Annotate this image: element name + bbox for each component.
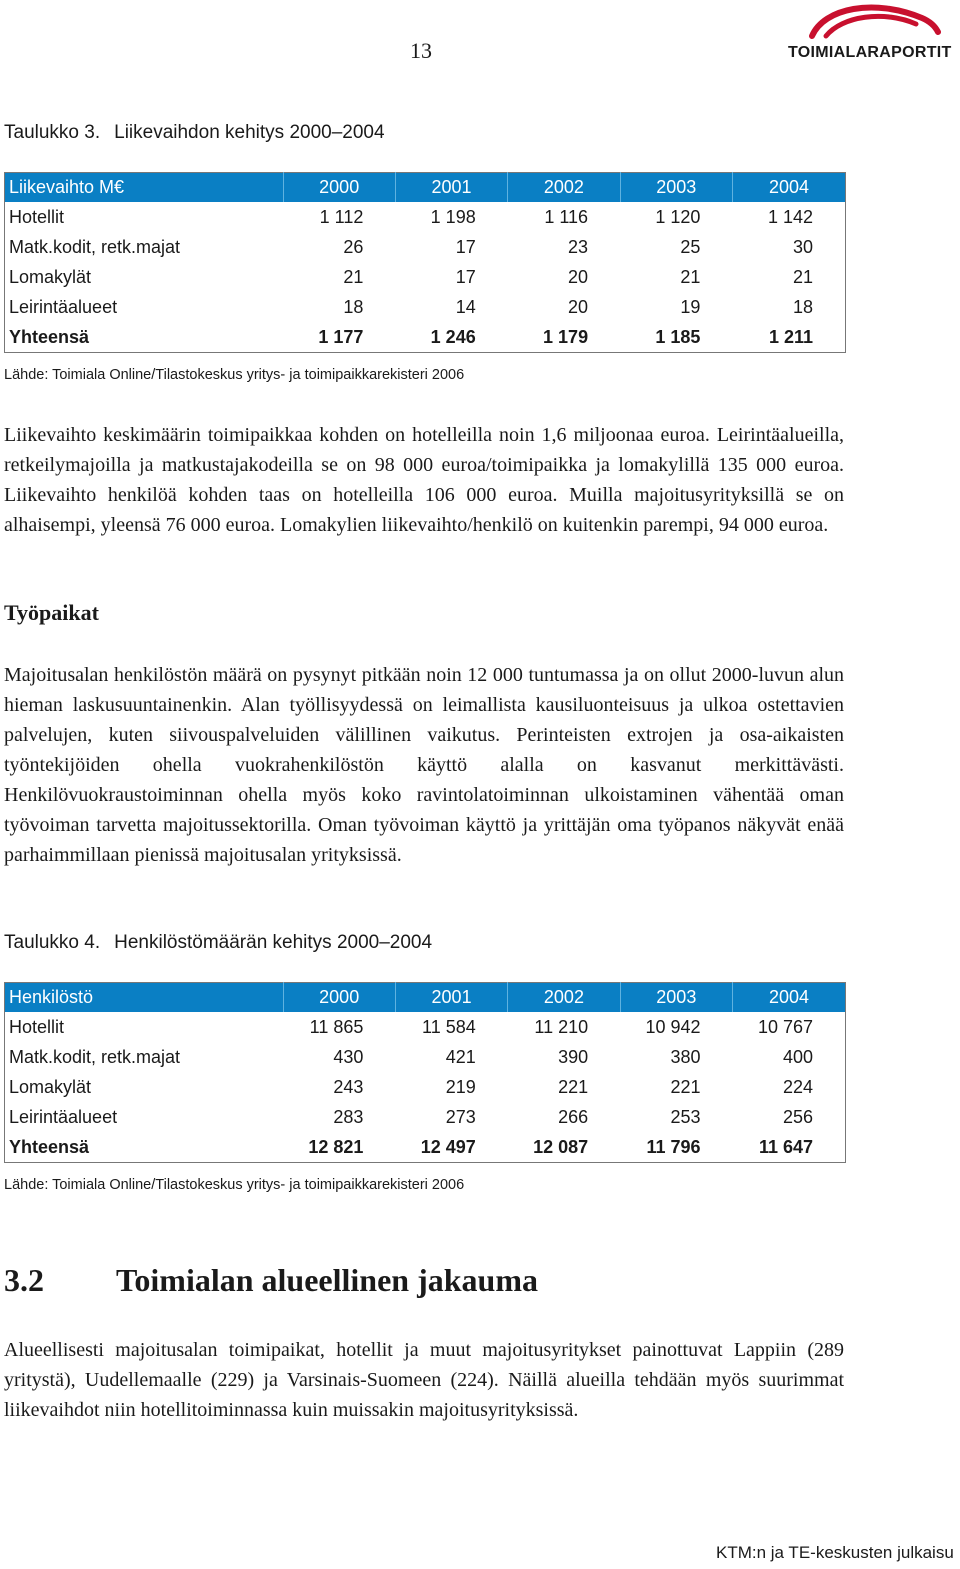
row-label: Leirintäalueet [9,296,118,317]
table-cell: 224 [782,1076,813,1097]
column-header: 2002 [508,983,620,1013]
table-row [5,1102,846,1132]
table-cell: 221 [670,1076,701,1097]
section-title: Toimialan alueellinen jakauma [116,1262,538,1298]
table-row [5,202,846,232]
table-cell: 1 185 [655,326,701,347]
table-cell: 18 [792,296,813,317]
table1-caption [4,122,385,144]
table-cell: 12 821 [308,1136,364,1157]
column-header: 2001 [395,983,507,1013]
table-cell: 30 [792,236,813,257]
table-cell: 219 [445,1076,476,1097]
column-header: Henkilöstö [5,983,284,1013]
row-label: Lomakylät [9,1076,92,1097]
table-cell: 421 [445,1046,476,1067]
table1-caption-title: Liikevaihdon kehitys 2000–2004 [114,122,385,143]
table-cell: 253 [670,1106,701,1127]
table-cell: 21 [680,266,701,287]
table2-source: Lähde: Toimiala Online/Tilastokeskus yritys- ja toimipaikkarekisteri 2006 [4,1177,465,1193]
table-cell: 1 198 [430,206,476,227]
table-cell: 1 116 [544,206,589,227]
table-cell: 17 [455,236,476,257]
column-header: 2001 [395,173,507,203]
table2-caption-number: Taulukko 4. [4,932,101,953]
table-cell: 18 [343,296,364,317]
table-cell: 221 [558,1076,589,1097]
paragraph-regional: Alueellisesti majoitusalan toimipaikat, hotellit ja muut majoitusyritykset painottuvat Lappiin (289 yritystä), Uudellemaalle (229) ja Varsinais-Suomeen (224). Näillä alueilla tehdään myös suurimmat liikevaihdot niin hotellitoiminnassa kuin muissakin majoitusyrityksissä. [4,1339,844,1421]
table-cell: 273 [445,1106,476,1127]
table-cell: 11 210 [534,1016,589,1037]
paragraph-employment: Majoitusalan henkilöstön määrä on pysynyt pitkään noin 12 000 tuntumassa ja on ollut 2000-luvun alun hieman laskusuuntainenkin. Alan työllisyydessä on leimallista kausiluonteisuus ja ulkoa ostettavien palvelujen, kuten siivouspalveluiden välillinen vaikutus. Perinteisten extrojen ja osa-aikaisten työntekijöiden ohella vuokrahenkilöstön käyttö alalla on kasvanut merkittävästi. Henkilövuokraustoiminnan ohella myös koko ravintolatoiminnan ulkoistaminen vähentää oman työvoiman tarvetta majoitussektorilla. Oman työvoiman käyttö ja yrittäjän oma työpanos näkyvät enää parhaimmillaan pienissä majoitusalan yrityksissä. [4,664,844,866]
table-cell: 380 [670,1046,701,1067]
table-cell: 21 [343,266,364,287]
table2-caption [4,932,432,954]
table2-caption-title: Henkilöstömäärän kehitys 2000–2004 [114,932,433,953]
row-label: Yhteensä [9,1136,90,1157]
table-cell: 12 087 [533,1136,589,1157]
table-cell: 20 [568,266,589,287]
table-cell: 1 120 [655,206,701,227]
column-header: Liikevaihto M€ [5,173,284,203]
table-row [5,292,846,322]
column-header: 2000 [283,983,395,1013]
row-label: Hotellit [9,206,65,227]
table-cell: 283 [333,1106,364,1127]
page-number: 13 [410,38,432,63]
table-cell: 19 [680,296,701,317]
column-header: 2004 [733,983,846,1013]
table-header-row [5,173,846,203]
row-label: Matk.kodit, retk.majat [9,236,181,257]
logo-text: TOIMIALARAPORTIT [788,44,952,61]
table-cell: 256 [782,1106,813,1127]
row-label: Leirintäalueet [9,1106,118,1127]
column-header: 2000 [283,173,395,203]
table-cell: 11 647 [758,1136,813,1157]
table-cell: 1 177 [318,326,364,347]
table-cell: 11 796 [646,1136,701,1157]
table1-source: Lähde: Toimiala Online/Tilastokeskus yritys- ja toimipaikkarekisteri 2006 [4,367,465,383]
table-row [5,232,846,262]
table-cell: 14 [455,296,476,317]
table1-caption-number: Taulukko 3. [4,122,101,143]
revenue-table [4,172,846,353]
table-cell: 11 865 [309,1016,364,1037]
table-cell: 430 [333,1046,364,1067]
table-cell: 1 246 [430,326,476,347]
table-total-row [5,322,846,353]
column-header: 2003 [620,173,732,203]
table-cell: 17 [455,266,476,287]
row-label: Lomakylät [9,266,92,287]
table-row [5,1012,846,1042]
table-cell: 10 767 [757,1016,813,1037]
table-cell: 1 179 [543,326,589,347]
table-cell: 10 942 [645,1016,701,1037]
paragraph-revenue: Liikevaihto keskimäärin toimipaikkaa kohden on hotelleilla noin 1,6 miljoonaa euroa. Leirintäalueilla, retkeilymajoilla ja matkustajakodeilla se on 98 000 euroa/toimipaikka ja lomakylillä 135 000 euroa. Liikevaihto henkilöä kohden taas on hotelleilla 106 000 euroa. Muilla majoitusyrityksillä se on alhaisempi, yleensä 76 000 euroa. Lomakylien liikevaihto/henkilö on kuitenkin parempi, 94 000 euroa. [4,424,844,536]
table-cell: 400 [782,1046,813,1067]
table-cell: 1 211 [768,326,813,347]
row-label: Hotellit [9,1016,65,1037]
column-header: 2002 [508,173,620,203]
footer-publisher: KTM:n ja TE-keskusten julkaisu [716,1543,954,1562]
row-label: Yhteensä [9,326,90,347]
table-header-row [5,983,846,1013]
column-header: 2003 [620,983,732,1013]
column-header: 2004 [732,173,845,203]
table-row [5,1072,846,1102]
table-row [5,1042,846,1072]
row-label: Matk.kodit, retk.majat [9,1046,181,1067]
subheading-tyopaikat: Työpaikat [4,600,99,625]
table-cell: 12 497 [420,1136,476,1157]
toimialaraportit-logo [784,2,958,64]
table-cell: 26 [343,236,364,257]
table-cell: 1 142 [767,206,813,227]
table-cell: 20 [568,296,589,317]
table-cell: 243 [333,1076,364,1097]
table-total-row [5,1132,846,1163]
table-cell: 266 [558,1106,589,1127]
logo-swoosh-icon [804,2,944,42]
table-cell: 390 [558,1046,589,1067]
section-number: 3.2 [4,1262,44,1298]
table-cell: 11 584 [422,1016,476,1037]
table-cell: 23 [568,236,589,257]
section-heading [4,1262,538,1299]
staff-table [4,982,846,1163]
table-cell: 25 [680,236,701,257]
table-cell: 21 [792,266,813,287]
table-cell: 1 112 [319,206,364,227]
table-row [5,262,846,292]
